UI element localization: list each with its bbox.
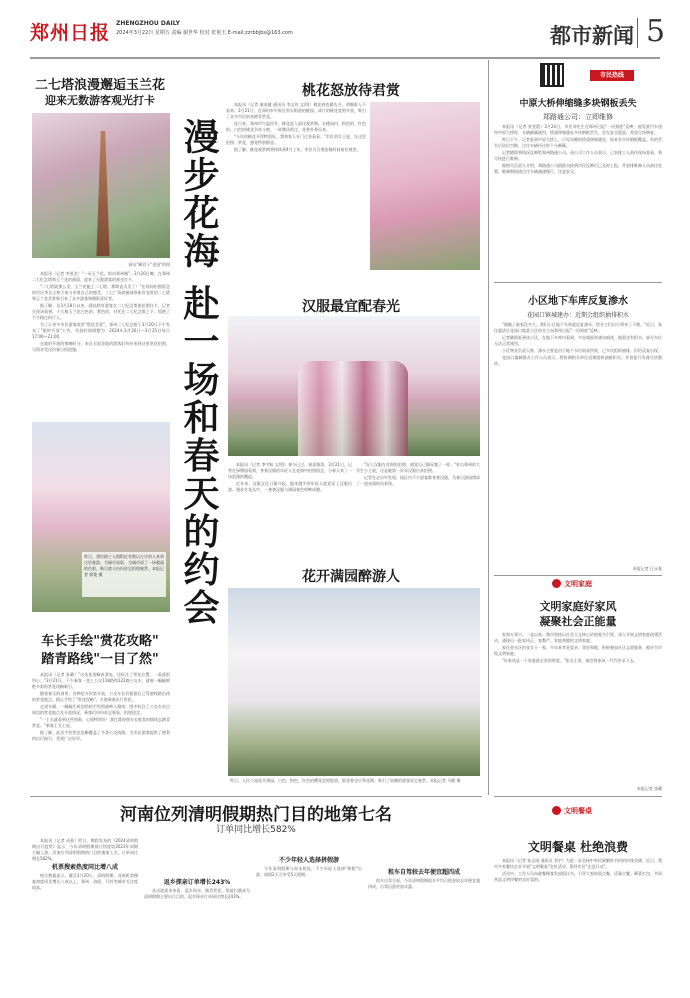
- bottom-col4-subhead: 租车自驾较去年便宜超四成: [387, 869, 460, 876]
- hanfu-girls-caption: 昨日，建设路工人路附近有数以万计的人来到这里春游，为城市添彩，为城市添了一抹靓丽的色彩，吸引游人纷纷驻足拍照观赏。本报记者 徐俊 摄: [84, 554, 164, 577]
- civ-family-tag: [552, 578, 606, 590]
- mid-story1-body: 本报讯（记者 秦英婕 通讯员 李文玫 文/图）桃花春色暖先开，明媚谁人不看来。3月21日，在郑州市中原区须水街道的桃园，成片的桃花竞相开放，吸引了众多市民前来踏青赏花。 连日来，郑州市气温回升，桃花进入最佳观赏期。在桃园内，粉色的、红色的、白色的桃花争奇斗艳，一阵微风吹过，花香扑鼻而来。 "今年的桃花开得特别好，我和家人专门过来看看。"市民刘女士说，在这里拍照、赏花，感觉特别惬意。 据了解，桃花观赏期将持续到4月上旬，市民可合理安排时间前往观赏。: [226, 102, 366, 152]
- right-rule-3: [494, 796, 662, 797]
- bottom-col4: 租车自驾较去年便宜超四成 租车自驾方面，今年清明假期租车平均日租金较去年便宜超四成，自驾出游更加实惠。: [368, 869, 480, 889]
- qr-code: [540, 63, 564, 87]
- bottom-col2-subhead: 返乡探亲订单增长243%: [163, 879, 231, 886]
- right-story3-title-1: 文明家庭好家风: [539, 600, 617, 613]
- right-story1-body: 本报讯（记者 张雯霞）3月20日，市民刘先生在郑州日报"一问到底"反映，他驾驶汽车途经中原大桥时，车辆颠簸剧烈，桥梁伸缩缝处多块钢板丢失，存在安全隐患，希望尽快修复。 昨日下午，记者赶到中原大桥上，只见东侧的桥梁伸缩缝处，原本有多块钢板覆盖，有的丢失后留出空隙，过往车辆经过时十分颠簸。 记者随即将情况反映给郑州路通公司。该公司工作人员表示，已安排工人前往现场查看，将尽快进行维修。 据相关负责人介绍，郑路通公司值班员接到市民反映后已及时上报，并安排维修人员前往处置，维修期间请过往车辆减速慢行，注意安全。: [494, 124, 662, 174]
- photo-caption-box: [82, 552, 166, 597]
- civ-table-tag-icon: [552, 806, 561, 815]
- pagoda-shape: [92, 131, 114, 256]
- left-story2-body: 本报讯（记者 张璐）"这张花攻略真漂亮，还标注了赏花位置，一看就很用心。"3月21日，不少乘客一登上公交118路和122路公交车，就被一幅幅鲜艳多彩的赏花攻略吸引。 随着春天的到来，各种花卉次第开放，公交车长们根据自己驾驶线路沿线的赏花地点，精心手绘了"赏花攻略"，方便乘客出行赏花。 走进车厢，一幅幅生机勃勃的手绘图画映入眼帘，图中标注了公交车站点周边的赏花地点及开放情况，乘客们纷纷驻足观看，拍照留念。 "一上车就看到这些图画，心情特别好！我打算按照车长推荐的路线去踏青赏花。"乘客王女士说。 据了解，此次手绘赏花攻略覆盖了多条公交线路，为市民游客提供了便利的出行指引，受到广泛好评。: [32, 672, 170, 741]
- right-story3-byline: 本报记者 张璐: [636, 786, 662, 791]
- section-title: 都市新闻: [550, 23, 634, 48]
- masthead: [30, 14, 670, 58]
- bottom-top-rule: [30, 796, 482, 797]
- bottom-col1-subhead: 机票搜索热度同比增八成: [51, 864, 118, 871]
- right-rule-1: [494, 282, 662, 283]
- right-story3-title-2: 凝聚社会正能量: [539, 615, 617, 628]
- civ-table-tag: [552, 805, 606, 817]
- english-name: ZHENGZHOU DAILY: [116, 20, 180, 27]
- right-story2-body: "刚搬了新家没多久，我们小区地下车库就反复渗水，给业主们出行带来了不便。"近日，家住惠济区花园口镇某小区的业主向郑州日报"一问到底"反映。 记者随即赶到该小区，在地下车库内看到，多处墙面有渗水痕迹，地面也有积水，部分车位无法正常使用。 小区物业负责人称，渗水主要是由于地下水位较高所致，已多次组织抽排，但仍反复出现。 花园口镇城建办工作人员表示，将协调相关单位近期组织抽排积水，并督促开发商尽快整改。: [494, 322, 662, 366]
- mid-story2-body-right: "穿上汉服在花海里拍照，感觉自己像穿越了一样。"来自郑州的大学生小王说，这是她第一次穿汉服出来拍照。 记者在走访中发现，园区内不少游客都身着汉服，为春日游园增添了一道亮丽的风景线。: [356, 462, 480, 486]
- right-story2-title: 小区地下车库反复渗水: [528, 296, 628, 307]
- column-divider: [488, 60, 489, 795]
- left-story-body: 本报讯（记者 李黑龙）"一朵玉兰花，惊动郑州城"。3月20日晚，在郑州二七纪念塔和玉兰花的画面，迎来了无数游客的观光打卡。 "二七塔就那么美，玉兰花配上二七塔，那简直太美了！"在现场拍照留念的市民李女士和大家分享着自己的感受。二七广场就被网络新晋宠爱的二七塔和玉兰花美景吸引来了众多游客和摄影爱好者。 据了解，自3月18日以来，就陆续有游客在二七纪念塔前拍照打卡，记者在现场看到，十几株玉兰花白色的、紫色的，衬托在二七纪念塔之下，惊艳了不少路过的行人。 为了让更多市民游客欣赏"塔花美景"，郑州二七纪念塔于3月20日下午发布了"限时开放"公告，开放时间调整为：2024年3月20日—3月25日每日17:00—21:00。 在限时开放的傍晚时分，来自全国各地的游客们纷纷来到这里赏花拍照，尽情享受这份春日的浪漫。: [32, 271, 170, 352]
- page-number: 5: [646, 14, 666, 49]
- masthead-info: 2024年3月22日 星期五 责编 谢世华 校对 张艳玉 E-mail:zzrbbjbs@163.com: [116, 30, 293, 36]
- section-divider: [637, 18, 638, 48]
- right-story1-subtitle: 郑路通公司：立即维修: [543, 113, 613, 121]
- bottom-title: 河南位列清明假期热门目的地第七名: [120, 805, 392, 825]
- mid-story1-title: 桃花怒放待君赏: [302, 83, 400, 99]
- pagoda-magnolia-photo: [32, 113, 170, 258]
- hanfu-figures: [298, 361, 408, 456]
- left-story-title-2: 迎来无数游客观光打卡: [45, 94, 155, 107]
- park-flowers-caption: 昨日，人民公园花开满园，白色、粉色、红色的樱花竞相绽放，郁金香也应季花期，吸引了如潮的游客驻足观赏。本报记者 马健 摄: [230, 778, 461, 783]
- bottom-subtitle: 订单同比增长582%: [216, 825, 296, 835]
- vertical-headline: 漫步花海 赴一场和春天的约会: [178, 118, 220, 627]
- left-story-title-1: 二七塔浪漫邂逅玉兰花: [34, 78, 165, 93]
- civ-family-tag-label: 文明家庭: [564, 580, 592, 588]
- right-story2-byline: 本报记者 汪永春: [632, 566, 662, 571]
- civ-family-tag-icon: [552, 579, 561, 588]
- park-flowers-photo: [228, 588, 480, 776]
- right-story2-subtitle: 花园口镇城建办：近期会组织抽排积水: [526, 312, 629, 319]
- peach-blossom-photo: [370, 102, 480, 270]
- bottom-col3: 不少年轻人选择拼假游 今年清明假期与周末相连，不少年轻人选择"拼假"出游，请假2天可享受5天假期。: [256, 857, 362, 877]
- bottom-col3-subhead: 不少年轻人选择拼假游: [278, 857, 339, 864]
- hotline-tag: 市民热线: [590, 70, 634, 81]
- right-story4-body: 本报讯（记者 孙志刚 通讯员 刘宇）为进一步弘扬中华民族勤俭节约的传统美德，近日，我市多家餐饮企业开展"文明餐桌"宣传活动，倡导市民"光盘行动"。 活动中，工作人员向就餐顾客发放倡议书，引导大家按需点餐，适量点餐，剩菜打包，共同营造文明用餐的良好氛围。: [494, 858, 662, 882]
- left-story2-title-1: 车长手绘"赏花攻略": [41, 634, 159, 649]
- mid-story3-title: 花开满园醉游人: [302, 569, 400, 585]
- hanfu-photo: [228, 316, 480, 456]
- bottom-col1: 本报讯（记者 成燕）昨日，携程发布的《2024清明假期出行趋势》显示，今年清明假期预订热度较2023年同期大幅上涨，河南位列清明假期热门目的地第七名，订单同比增长582%。 机票搜索热度同比增八成 相关数据显示，截至3月20日，清明假期，河南机票搜索热度同比增长八成以上，郑州、洛阳、开封等城市关注度较高。: [32, 838, 138, 890]
- right-rule-2: [494, 575, 662, 576]
- right-story4-title: 文明餐桌 杜绝浪费: [527, 840, 629, 854]
- pagoda-photo-caption: 网友"峰君子"也国"供图: [128, 262, 170, 267]
- mid-story2-body-left: 本报讯（记者 李宇航 文/图）春分已过，春意渐浓。3月21日，记者在绿博园看到，身着汉服的年轻人在花海中拍照留念，与春天来了一场浪漫的邂逅。 近年来，汉服文化日渐兴起，越来越多的年轻人愿意穿上汉服出游。漫步在花丛中，一袭袭汉服与满园春色相映成趣。: [228, 462, 352, 492]
- right-story1-title: 中原大桥伸缩缝多块钢板丢失: [519, 99, 637, 109]
- newspaper-logo: 郑州日报: [30, 22, 111, 44]
- hanfu-girls-photo: [32, 422, 170, 612]
- mid-story2-title: 汉服最宜配春光: [302, 299, 400, 315]
- left-story2-title-2: 踏青路线"一目了然": [41, 652, 159, 667]
- civ-table-tag-label: 文明餐桌: [564, 807, 592, 815]
- bottom-col2: 返乡探亲订单增长243% 从出游需求来看，返乡探亲、踏青赏花、祭祖扫墓成为清明假期主要出行目的。返乡探亲订单同比增长243%。: [144, 879, 250, 899]
- right-story3-body: 家和万事兴。一直以来，我市坚持以社会主义核心价值观为引领，深入开展文明家庭创建活动，涌现出一批家风正、家教严、家庭和睦的文明家庭。 家住金水区的张女士一家，多年来孝老爱亲、邻里和睦，积极参加社区志愿服务，被评为市级文明家庭。 "好家风是一个家庭最宝贵的财富。"张女士说，她会将家风一代代传承下去。: [494, 632, 662, 663]
- masthead-rule: [30, 57, 660, 59]
